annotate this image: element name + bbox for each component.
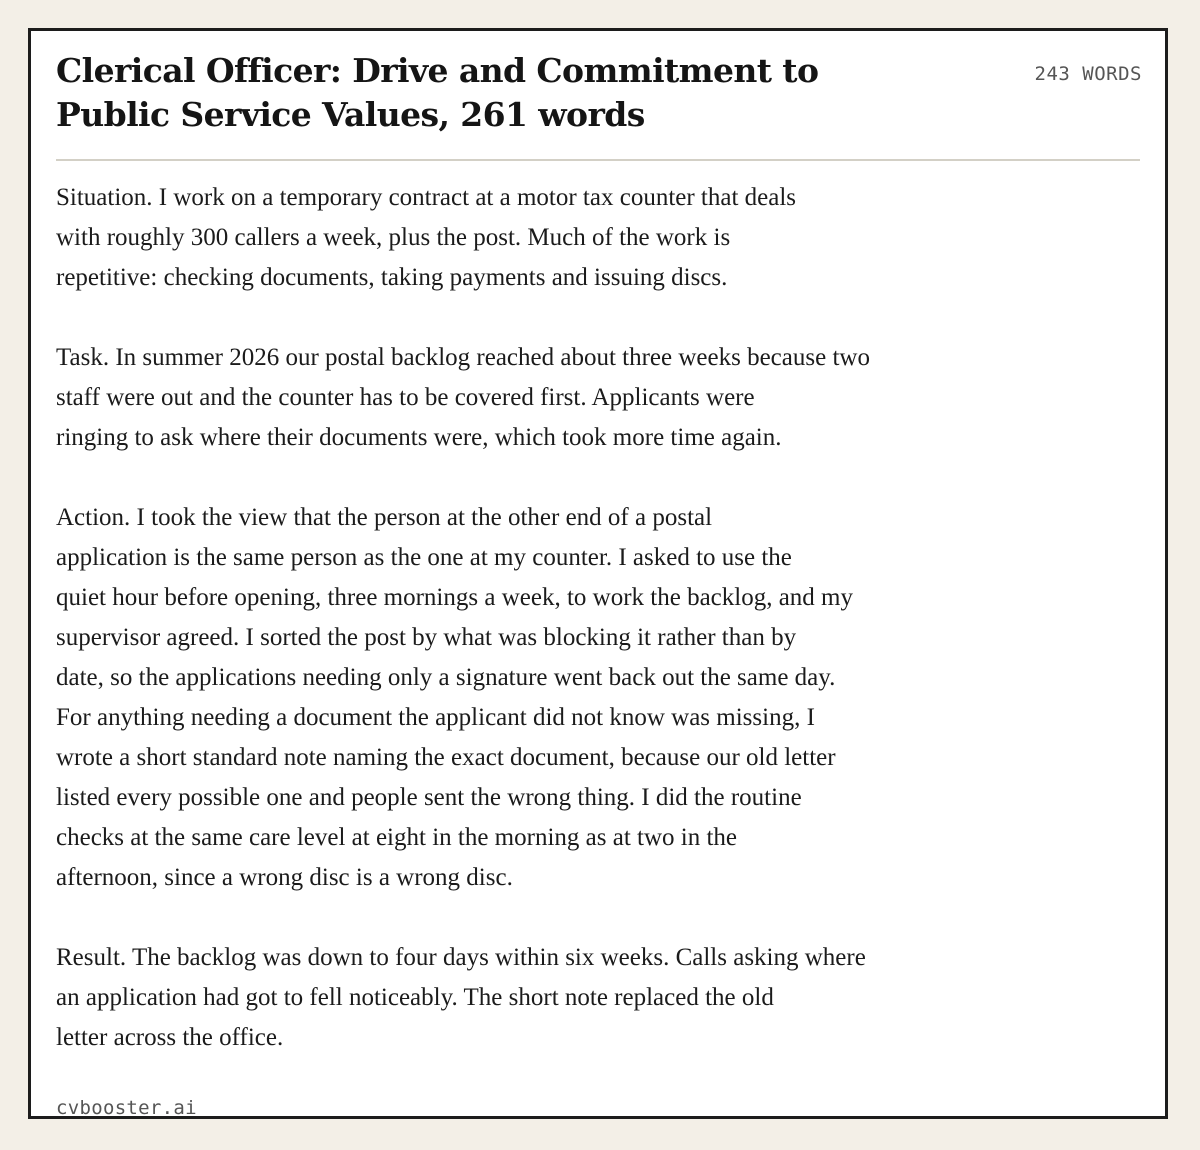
- paragraph-line: listed every possible one and people sent the wrong thing. I did the routine: [56, 784, 802, 811]
- paragraph-line: quiet hour before opening, three mornings a week, to work the backlog, and my: [56, 584, 853, 611]
- paragraph-line: Action. I took the view that the person at the other end of a postal: [56, 504, 713, 531]
- paragraph-line: an application had got to fell noticeably. The short note replaced the old: [56, 984, 774, 1011]
- card-header: [56, 49, 1140, 161]
- paragraph-line: application is the same person as the one at my counter. I asked to use the: [56, 544, 792, 571]
- answer-body: [56, 178, 1056, 1098]
- paragraph-line: with roughly 300 callers a week, plus the post. Much of the work is: [56, 224, 731, 251]
- paragraph-line: afternoon, since a wrong disc is a wrong disc.: [56, 864, 513, 891]
- paragraph-line: checks at the same care level at eight in the morning as at two in the: [56, 824, 738, 851]
- paragraph-line: letter across the office.: [56, 1024, 284, 1051]
- paragraph-line: Task. In summer 2026 our postal backlog reached about three weeks because two: [56, 344, 870, 371]
- paragraph-action: [56, 498, 1056, 898]
- paragraph-result: [56, 938, 1056, 1058]
- paragraph-situation: [56, 178, 1056, 298]
- paragraph-line: For anything needing a document the applicant did not know was missing, I: [56, 704, 815, 731]
- paragraph-task: [56, 338, 1056, 458]
- card-title-line-1: Clerical Officer: Drive and Commitment to: [56, 51, 819, 90]
- paragraph-line: date, so the applications needing only a signature went back out the same day.: [56, 664, 836, 691]
- card-title-line-2: Public Service Values, 261 words: [56, 95, 645, 134]
- word-count: 243 WORDS: [1034, 63, 1142, 85]
- paragraph-line: repetitive: checking documents, taking payments and issuing discs.: [56, 264, 728, 291]
- footer-brand: cvbooster.ai: [56, 1097, 197, 1119]
- paragraph-line: ringing to ask where their documents were, which took more time again.: [56, 424, 782, 451]
- paragraph-line: wrote a short standard note naming the exact document, because our old letter: [56, 744, 836, 771]
- paragraph-line: Result. The backlog was down to four days within six weeks. Calls asking where: [56, 944, 866, 971]
- card-title: [56, 49, 916, 137]
- paragraph-line: staff were out and the counter has to be covered first. Applicants were: [56, 384, 755, 411]
- paragraph-line: supervisor agreed. I sorted the post by what was blocking it rather than by: [56, 624, 797, 651]
- paragraph-line: Situation. I work on a temporary contract at a motor tax counter that deals: [56, 184, 797, 211]
- answer-card: [28, 28, 1168, 1119]
